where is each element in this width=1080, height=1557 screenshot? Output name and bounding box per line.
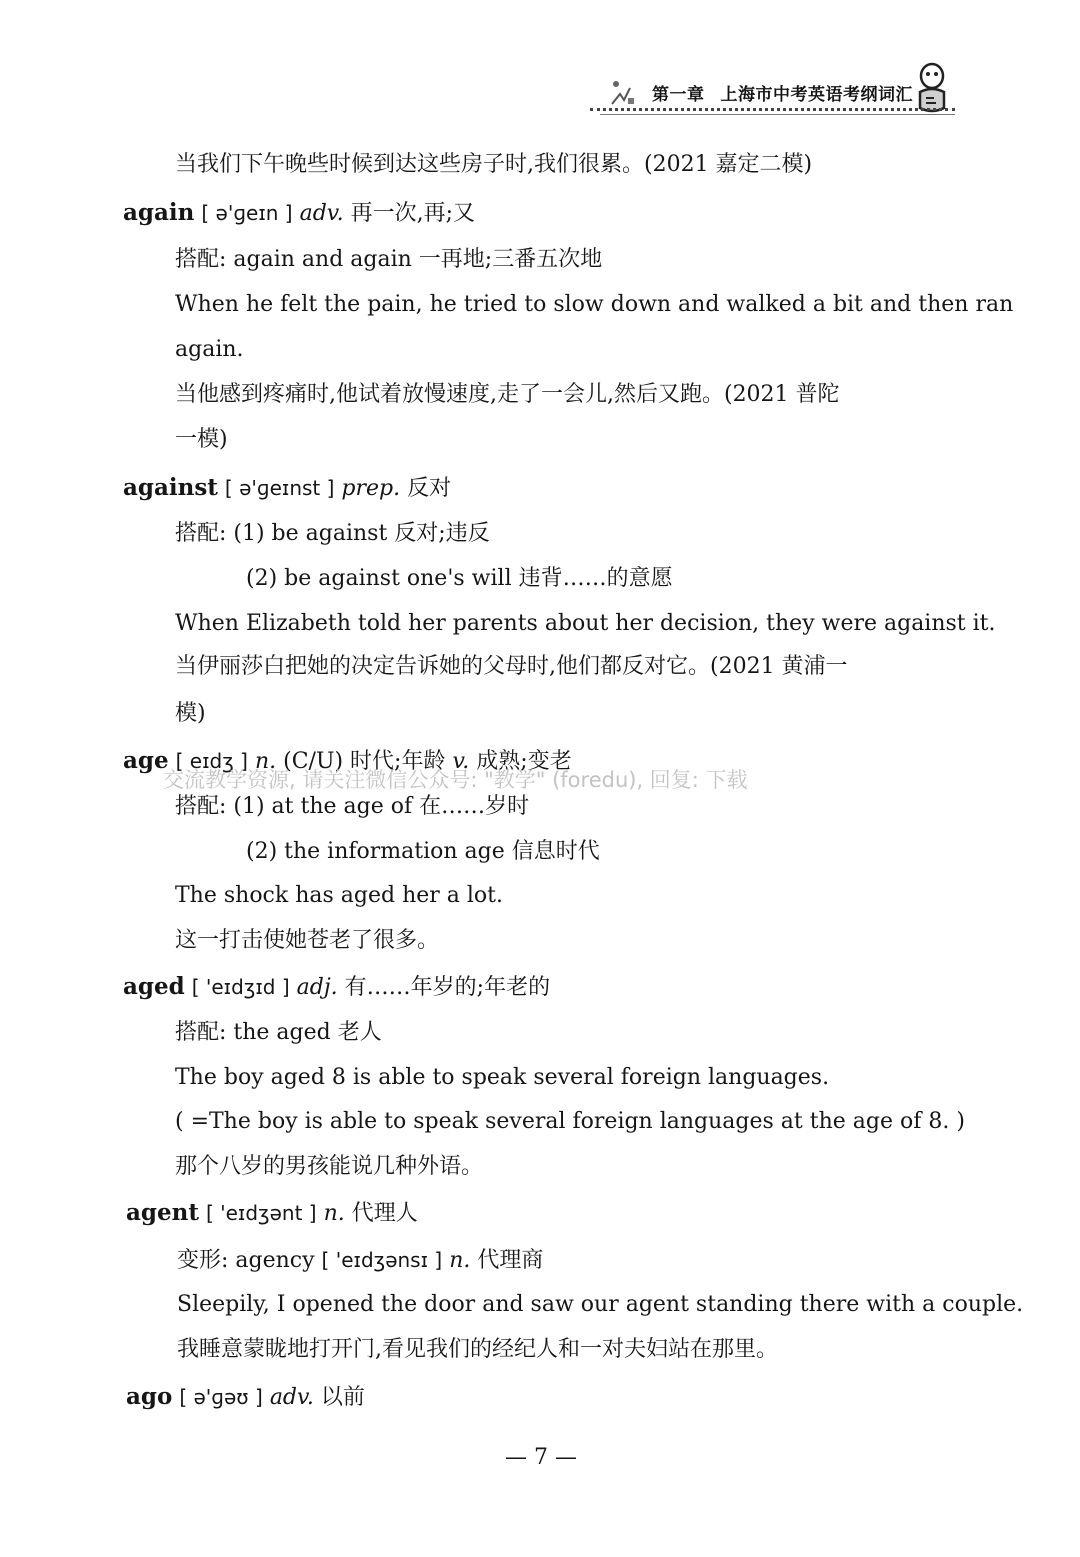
pronunciation: [ 'eɪdʒənt ] <box>205 1201 317 1225</box>
definition: 以前 <box>320 1385 365 1410</box>
entry-against <box>123 473 451 504</box>
example-translation: 这一打击使她苍老了很多。 <box>175 928 440 953</box>
example-sentence: Sleepily, I opened the door and saw our agent standing there with a couple. <box>177 1292 1024 1317</box>
part-of-speech: n. <box>449 1248 471 1273</box>
headword: aged <box>123 973 185 1000</box>
pronunciation: [ ə'ɡeɪn ] <box>201 201 293 225</box>
collocation: (2) the information age 信息时代 <box>246 839 600 864</box>
collocation: 搭配: (1) at the age of 在……岁时 <box>175 794 530 819</box>
example-sentence-cont: again. <box>175 337 244 362</box>
headword: age <box>123 747 169 774</box>
collocation: 搭配: (1) be against 反对;违反 <box>175 521 490 546</box>
example-sentence-alt: ( =The boy is able to speak several foreign languages at the age of 8. ) <box>175 1109 965 1134</box>
headword: against <box>123 474 218 501</box>
part-of-speech: v. <box>452 749 470 774</box>
definition: 有……年岁的;年老的 <box>344 975 551 1000</box>
example-sentence: The boy aged 8 is able to speak several foreign languages. <box>175 1065 830 1090</box>
headword: ago <box>126 1383 173 1410</box>
definition: 代理人 <box>351 1201 418 1226</box>
example-sentence: When Elizabeth told her parents about her decision, they were against it. <box>175 611 996 636</box>
part-of-speech: prep. <box>341 476 401 501</box>
example-sentence: The shock has aged her a lot. <box>175 883 503 908</box>
part-of-speech: adj. <box>296 975 338 1000</box>
example-translation: 当我们下午晚些时候到达这些房子时,我们很累。(2021 嘉定二模) <box>175 152 813 177</box>
variant-label: 变形: agency <box>177 1248 315 1273</box>
watermark-text: 交流教学资源, 请关注微信公众号: "教学" (foredu), 回复: 下载 <box>163 768 748 792</box>
example-sentence: When he felt the pain, he tried to slow down and walked a bit and then ran <box>175 292 1014 317</box>
entry-ago <box>126 1382 365 1413</box>
part-of-speech: adv. <box>299 201 344 226</box>
part-of-speech: adv. <box>269 1385 314 1410</box>
pronunciation: [ 'eɪdʒɪd ] <box>191 975 290 999</box>
definition: 成熟;变老 <box>476 749 572 774</box>
collocation: 搭配: the aged 老人 <box>175 1020 382 1045</box>
definition: 反对 <box>407 476 452 501</box>
entry-again <box>123 198 475 229</box>
definition: 再一次,再;又 <box>350 201 476 226</box>
definition: 代理商 <box>477 1248 544 1273</box>
running-header <box>590 66 970 126</box>
headword: again <box>123 199 195 226</box>
pronunciation: [ 'eɪdʒənsɪ ] <box>321 1248 443 1272</box>
pronunciation: [ ə'ɡəʊ ] <box>179 1385 263 1409</box>
pronunciation: [ eɪdʒ ] <box>175 749 248 773</box>
chapter-label: 第一章 <box>652 85 705 105</box>
example-translation: 我睡意蒙眬地打开门,看见我们的经纪人和一对夫妇站在那里。 <box>177 1337 778 1362</box>
header-rule-thin <box>600 114 955 115</box>
headword: agent <box>126 1199 199 1226</box>
collocation: 搭配: again and again 一再地;三番五次地 <box>175 247 603 272</box>
definition: (C/U) 时代;年龄 <box>283 749 446 774</box>
part-of-speech: n. <box>323 1201 345 1226</box>
entry-aged <box>123 972 550 1003</box>
decorative-leaf-icon <box>608 74 644 110</box>
example-translation-cont: 一模) <box>175 427 228 452</box>
example-translation-cont: 模) <box>175 701 206 726</box>
chapter-name: 上海市中考英语考纲词汇 <box>720 85 913 105</box>
part-of-speech: n. <box>254 749 277 774</box>
example-translation: 那个八岁的男孩能说几种外语。 <box>175 1154 484 1179</box>
entry-agent <box>126 1198 418 1229</box>
chapter-title <box>652 80 913 105</box>
collocation: (2) be against one's will 违背……的意愿 <box>246 566 673 591</box>
word-variant <box>177 1245 543 1276</box>
page-number: — 7 — <box>505 1445 577 1470</box>
example-translation: 当他感到疼痛时,他试着放慢速度,走了一会儿,然后又跑。(2021 普陀 <box>175 382 840 407</box>
pronunciation: [ ə'ɡeɪnst ] <box>224 476 335 500</box>
example-translation: 当伊丽莎白把她的决定告诉她的父母时,他们都反对它。(2021 黄浦一 <box>175 654 848 679</box>
header-rule <box>590 108 955 111</box>
